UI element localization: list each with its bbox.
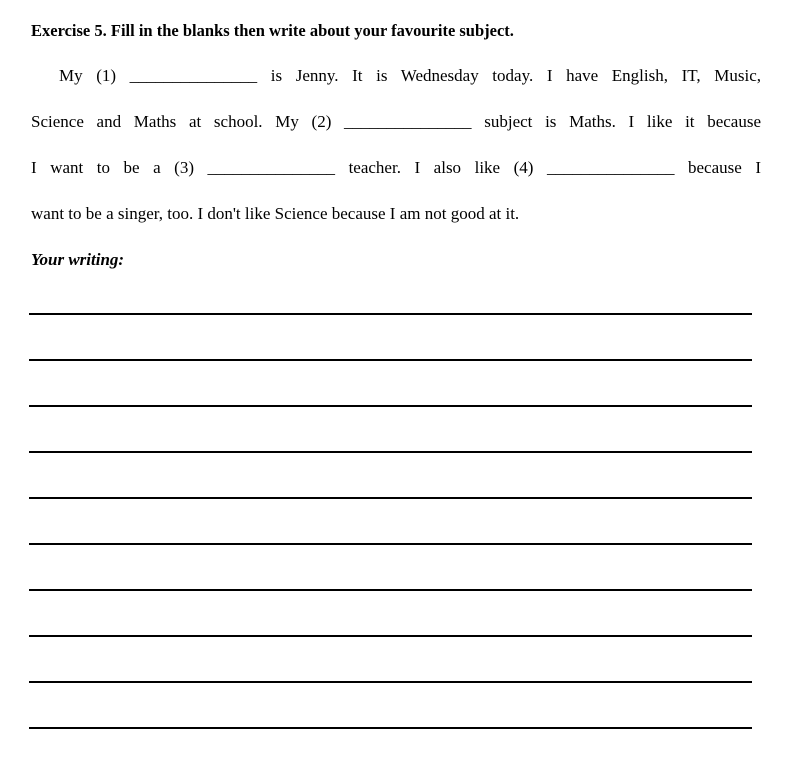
writing-line — [29, 499, 752, 545]
writing-line — [29, 545, 752, 591]
writing-line — [29, 453, 752, 499]
exercise-paragraph — [31, 53, 761, 237]
writing-line — [29, 683, 752, 729]
exercise-title: Exercise 5. Fill in the blanks then write about your favourite subject. — [31, 21, 514, 40]
writing-line — [29, 315, 752, 361]
writing-line — [29, 591, 752, 637]
writing-section-label: Your writing: — [31, 250, 125, 269]
writing-line — [29, 407, 752, 453]
writing-line — [29, 283, 752, 315]
paragraph-line-2: Science and Maths at school. My (2) _______________ subject is Maths. I like it because — [31, 112, 761, 131]
paragraph-line-1: My (1) _______________ is Jenny. It is Wednesday today. I have English, IT, Music, — [59, 66, 761, 85]
paragraph-line-3: I want to be a (3) _______________ teacher. I also like (4) _______________ because I — [31, 158, 761, 177]
paragraph-line-4: want to be a singer, too. I don't like Science because I am not good at it. — [31, 204, 520, 223]
writing-line — [29, 637, 752, 683]
writing-line — [29, 361, 752, 407]
writing-lines — [29, 283, 752, 729]
